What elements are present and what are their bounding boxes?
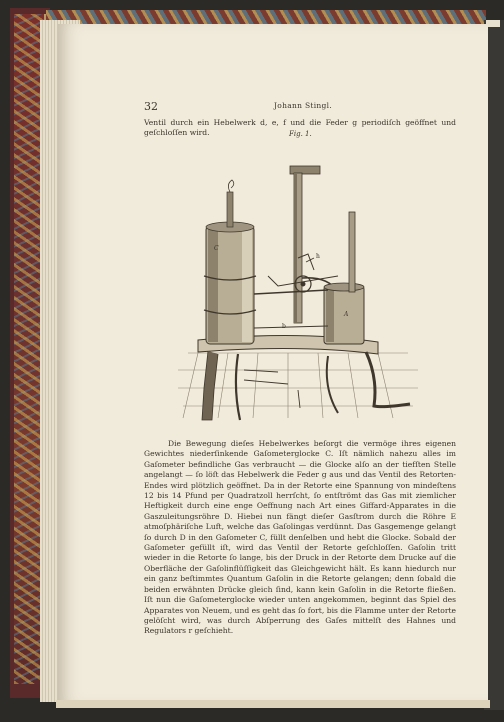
label-b: b <box>282 323 286 330</box>
page-number: 32 <box>144 100 158 113</box>
label-C: C <box>214 245 219 252</box>
label-A: A <box>344 311 349 318</box>
body-paragraph: Die Bewegung dieſes Hebelwerkes beſorgt die vermöge ihres eigenen Gewichtes niederſinkende Gaſometerglocke C. Iſt nämlich nahezu alles im Gaſometer befindliche Gas verbraucht — die Glocke alſo an der tiefſten Stelle angelangt — ſo löſt das Hebelwerk die Feder g aus und das Ventil des Retorten-Endes wird plötzlich geöffnet. Da in der Retorte eine Spannung von mindeſtens 12 bis 14 Pfund per Quadratzoll herrſcht, ſo entſtrömt das Gas mit ziemlicher Heftigkeit durch eine enge Oeffnung nach Art eines Giffard-Apparates in die Gaszuleitungsröhre D. Hiebei nun fängt dieſer Gasſtrom durch die Röhre E atmoſphäriſche Luft, welche das Gaſolingas verdünnt. Das Gasgemenge gelangt ſo durch D in den Gaſometer C, füllt denſelben und hebt die Glocke. Sobald der Gaſometer gefüllt iſt, wird das Ventil der Retorte geſchloſſen. Gaſolin tritt wieder in die Retorte ſo lange, bis der Druck in der Retorte dem Drucke auf die Oberfläche der Gaſolinflüſſigkeit das Gleichgewicht hält. Es kann hiedurch nur ein ganz beſtimmtes Quantum Gaſolin in die Retorte gelangen; denn ſobald die beiden erwähnten Drücke gleich ſind, kann kein Gaſolin in die Retorte fließen. Iſt nun die Gaſometerglocke wieder unten angekommen, beginnt das Spiel des Apparates von Neuem, und es geht das ſo fort, bis die Flamme unter der Retorte gelöſcht wird, was durch Abſperrung des Gaſes mittelſt des Hahnes und Regulators r geſchieht. <box>144 439 456 636</box>
running-head: Johann Stingl. <box>274 101 333 110</box>
marbled-top-edge <box>46 10 486 24</box>
retort-A <box>324 212 364 344</box>
gasometer-C <box>204 180 256 344</box>
page-bottom-edge <box>56 700 490 708</box>
label-h: h <box>316 253 320 260</box>
figure-caption: Fig. 1. <box>289 130 312 138</box>
apparatus-illustration <box>178 158 418 428</box>
page-header <box>144 100 484 114</box>
intro-paragraph: Ventil durch ein Hebelwerk d, e, f und die Feder g periodiſch geöffnet und geſchloſſen wird. <box>144 118 456 138</box>
sticker <box>486 20 500 27</box>
stand-table <box>198 335 410 420</box>
